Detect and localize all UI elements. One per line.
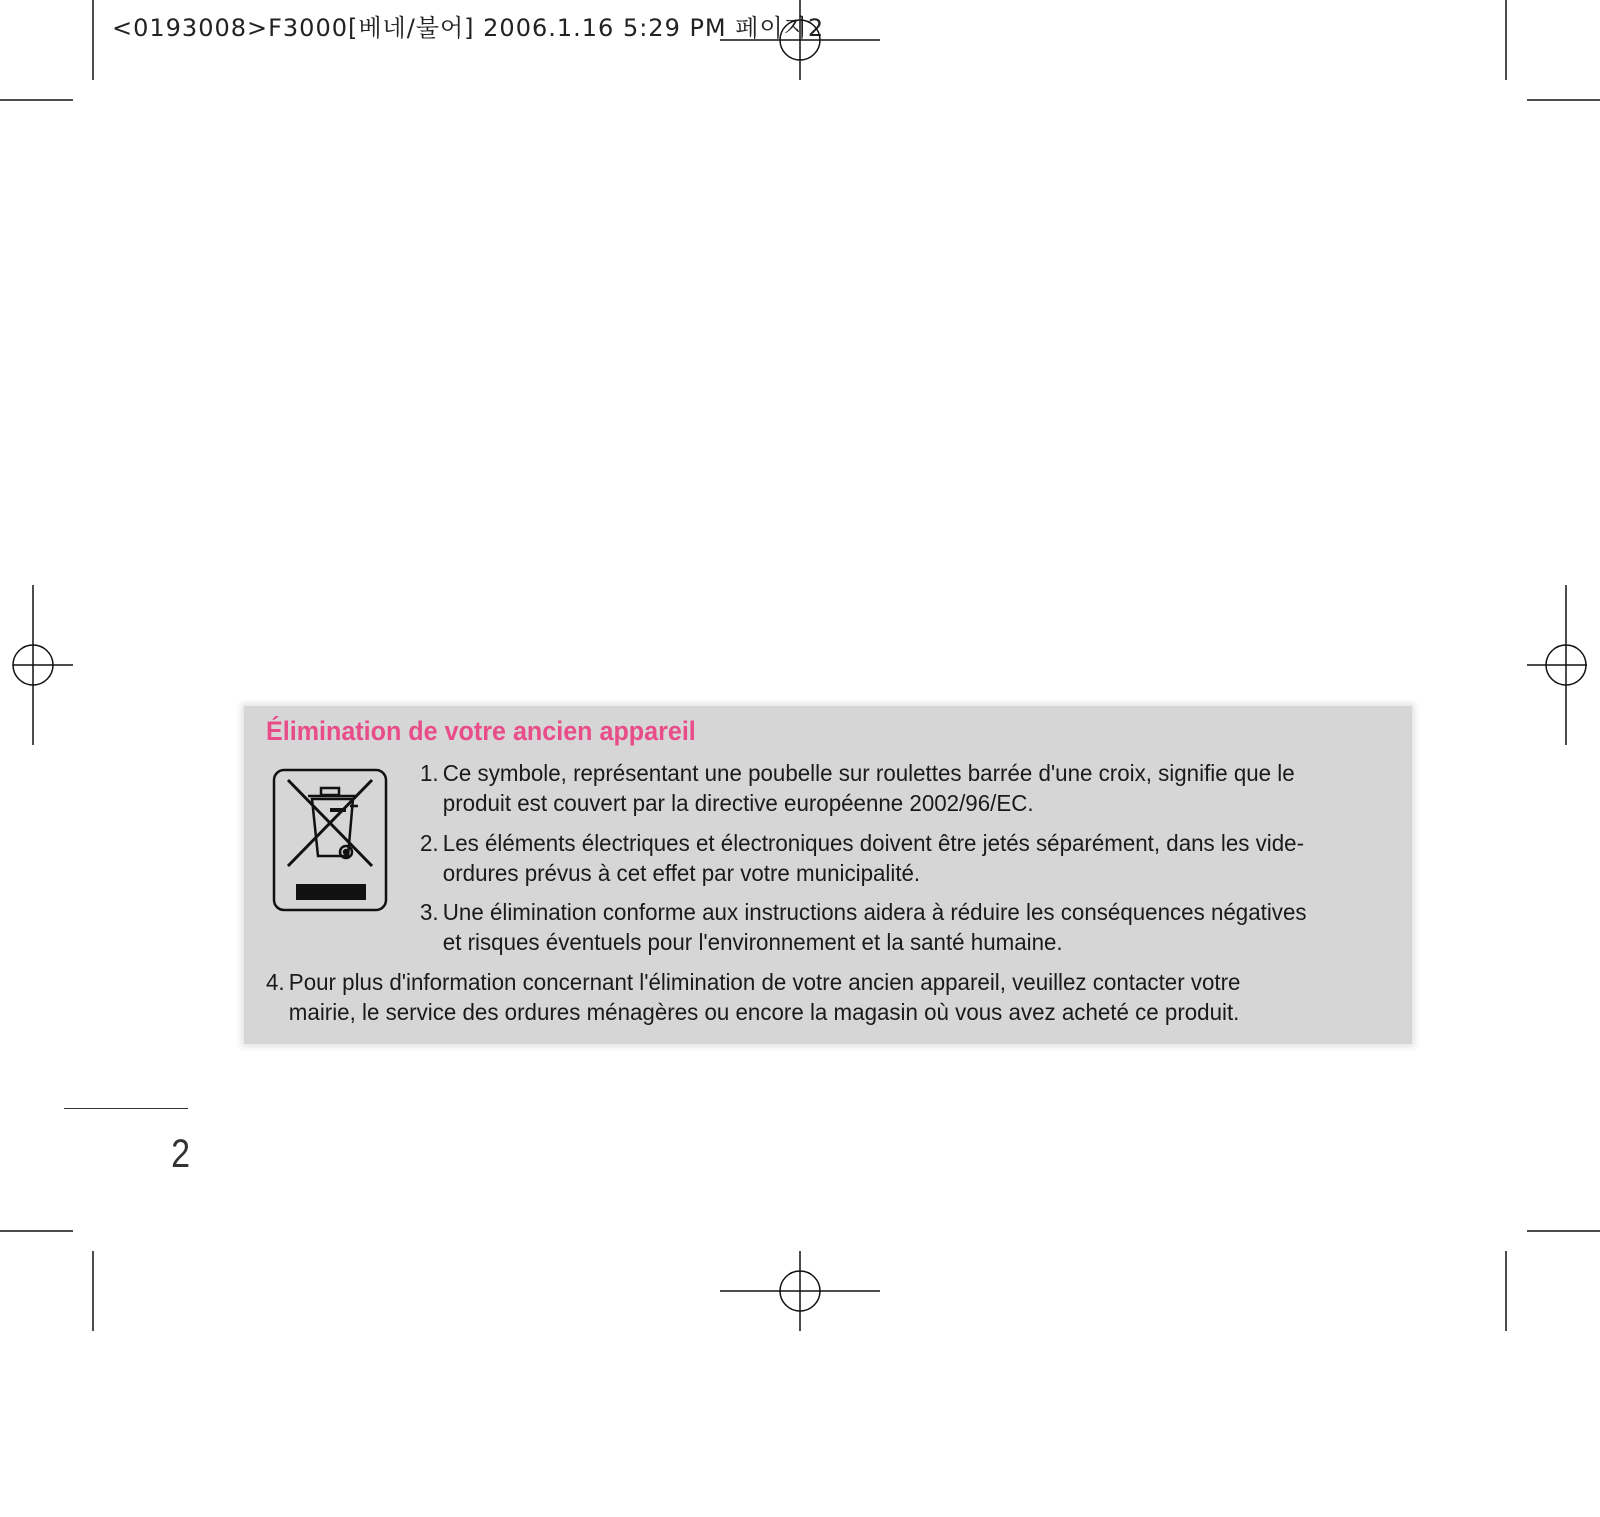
list-item-line: Pour plus d'information concernant l'élimination de votre ancien appareil, veuillez contacter votre xyxy=(288,969,1241,995)
list-item-line: Ce symbole, représentant une poubelle sur roulettes barrée d'une croix, signifie que le xyxy=(442,760,1295,786)
registration-target-right xyxy=(1527,585,1587,745)
list-item xyxy=(266,967,1240,1027)
list-item-line: et risques éventuels pour l'environnement et la santé humaine. xyxy=(442,929,1063,955)
list-item-line: mairie, le service des ordures ménagères ou encore la magasin où vous avez acheté ce produit. xyxy=(288,999,1240,1025)
notice-title: Élimination de votre ancien appareil xyxy=(266,716,696,746)
print-slug: <0193008>F3000[베네/불어] 2006.1.16 5:29 PM 페이지2 xyxy=(112,14,825,42)
list-item-line: produit est couvert par la directive européenne 2002/96/EC. xyxy=(442,790,1034,816)
page-number: 2 xyxy=(171,1132,190,1176)
registration-target-left xyxy=(13,585,73,745)
disposal-notice-box xyxy=(244,706,1412,1044)
crossed-out-wheelie-bin-icon xyxy=(272,768,388,912)
list-item-line: Une élimination conforme aux instructions aidera à réduire les conséquences négatives xyxy=(442,899,1307,925)
list-item-number: 4. xyxy=(266,969,285,995)
list-item-number: 3. xyxy=(420,899,439,925)
registration-target-bottom xyxy=(720,1251,880,1331)
registration-target-top xyxy=(720,0,880,80)
list-item-line: Les éléments électriques et électroniques doivent être jetés séparément, dans les vide- xyxy=(442,830,1305,856)
list-item xyxy=(420,897,1307,957)
page-number-rule xyxy=(64,1108,188,1109)
list-item xyxy=(420,828,1304,888)
list-item-line: ordures prévus à cet effet par votre municipalité. xyxy=(442,860,921,886)
list-item xyxy=(420,758,1295,818)
list-item-number: 1. xyxy=(420,760,439,786)
list-item-number: 2. xyxy=(420,830,439,856)
